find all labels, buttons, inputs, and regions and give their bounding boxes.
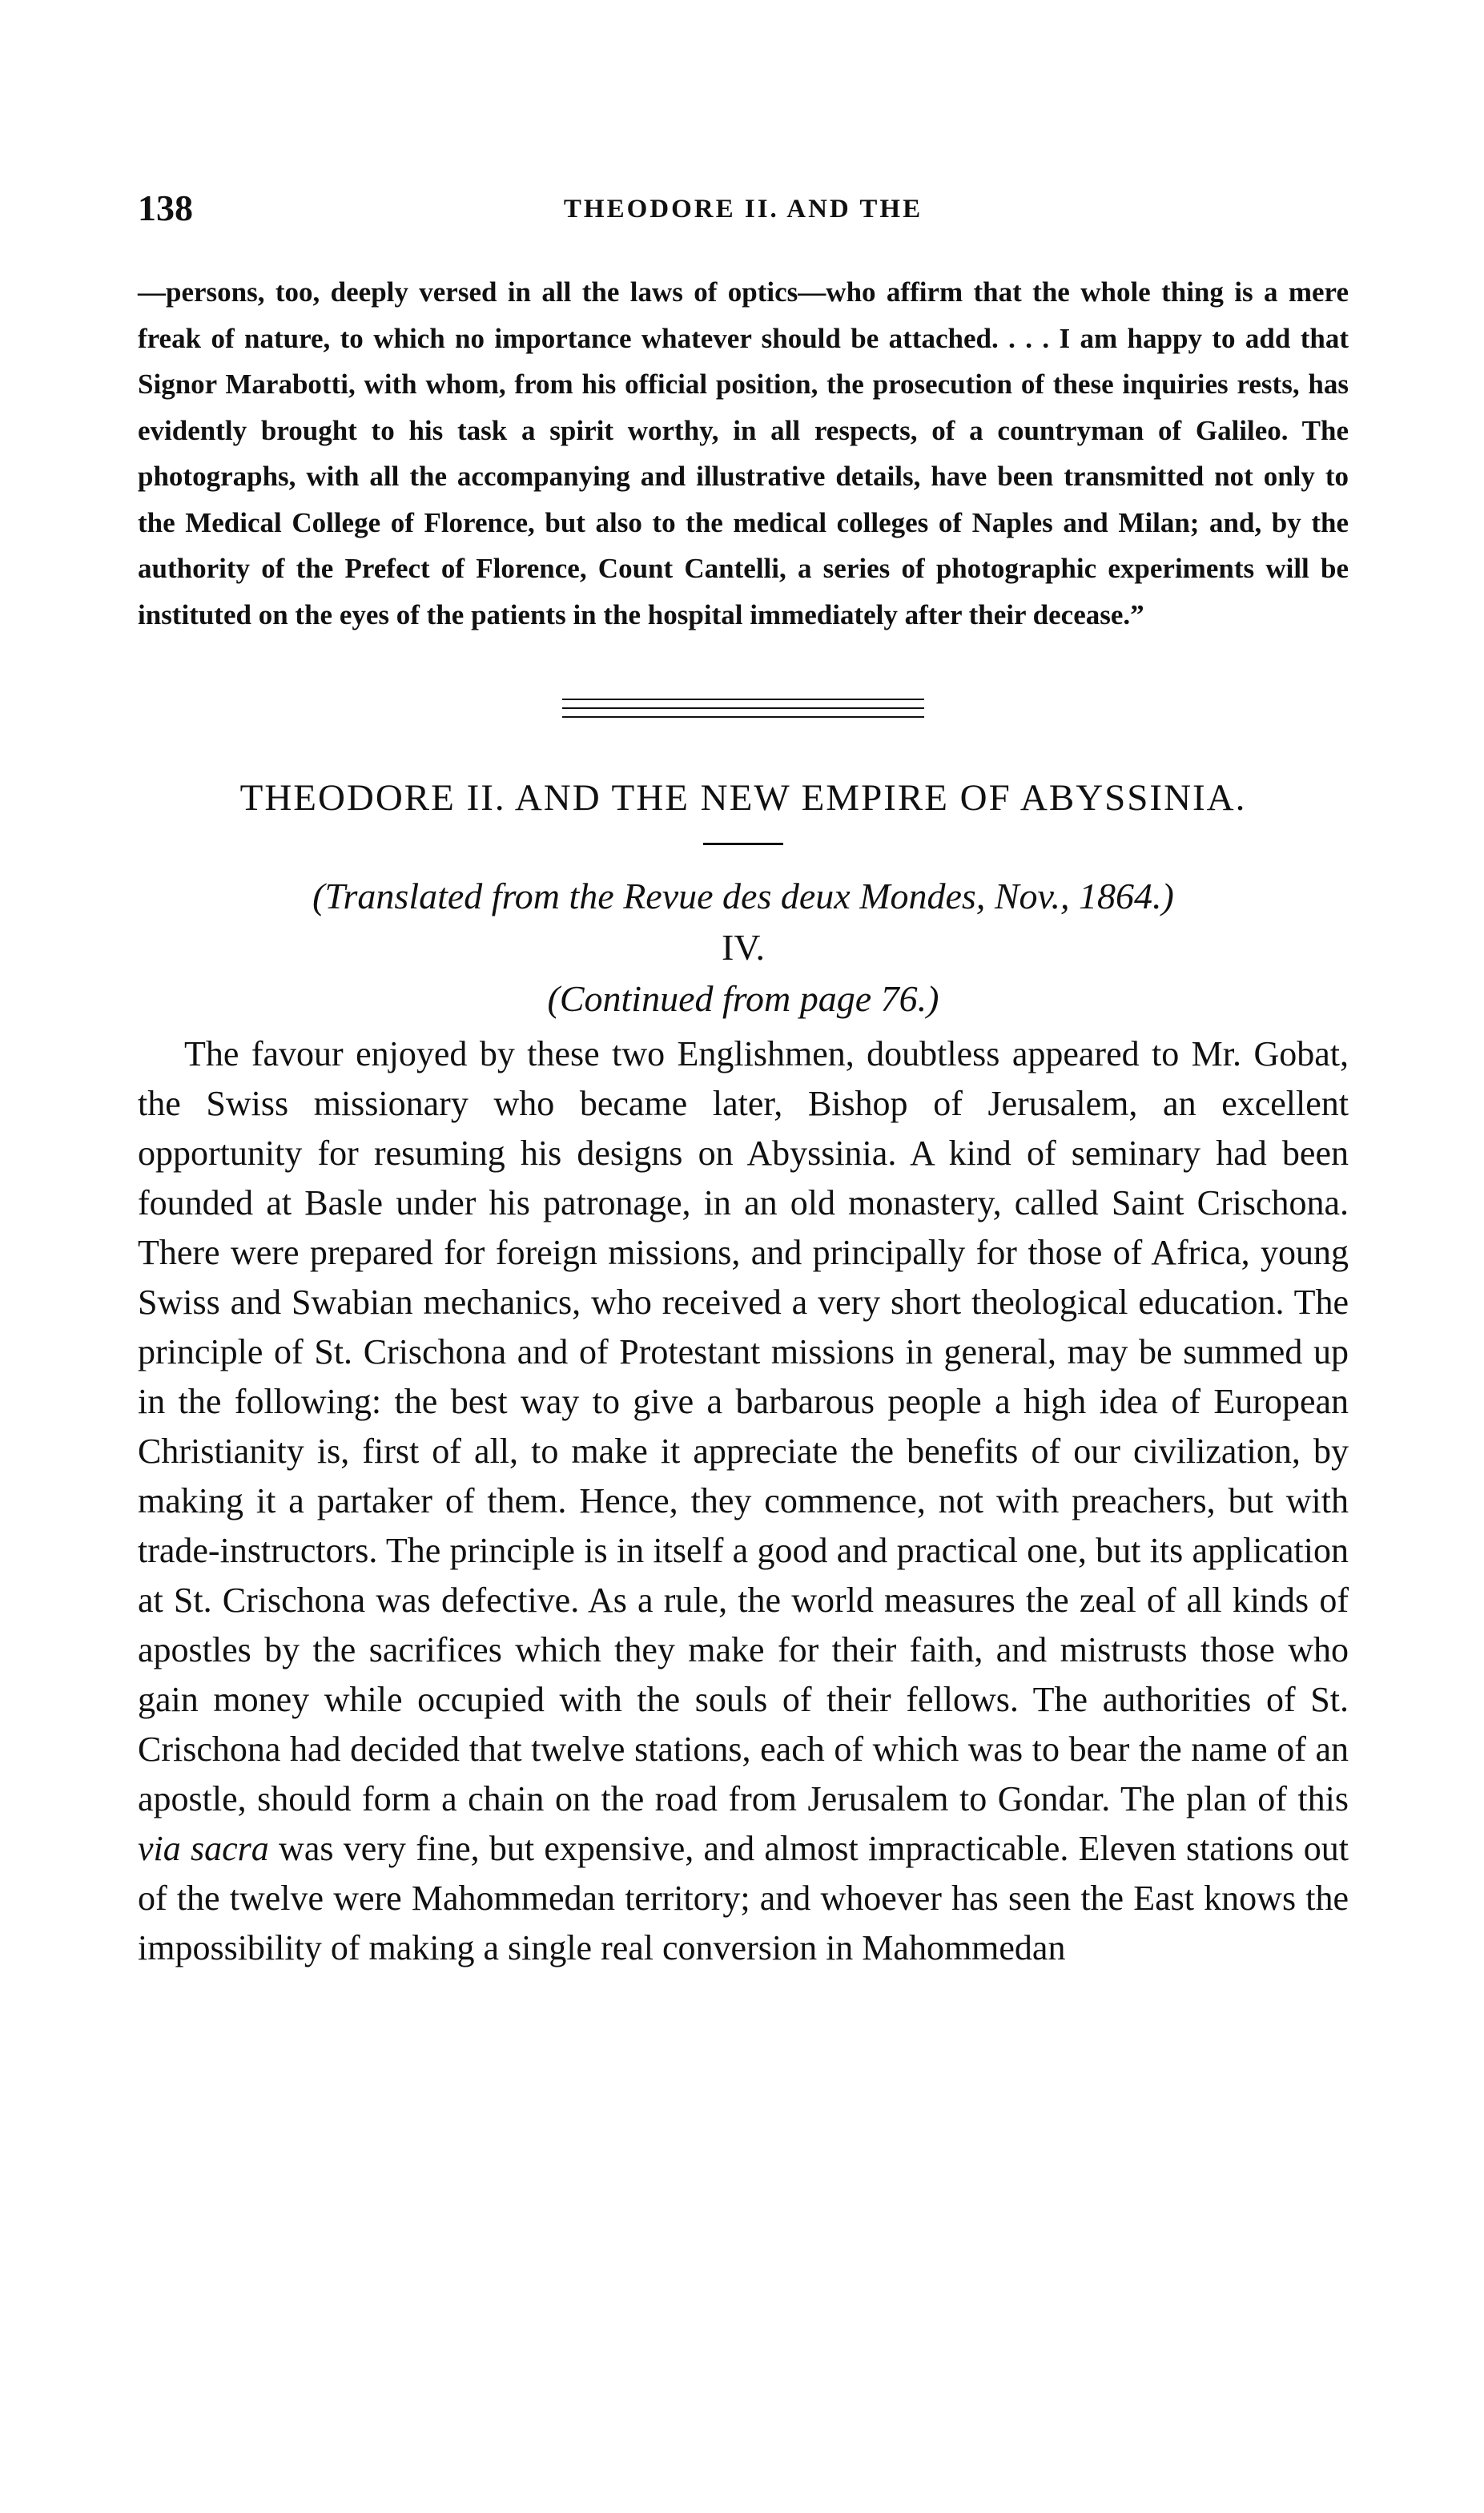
- article-title: THEODORE II. AND THE NEW EMPIRE OF ABYSSINIA.: [239, 777, 1247, 819]
- divider-line: [562, 716, 924, 718]
- quoted-paragraph: —persons, too, deeply versed in all the laws of optics—who affirm that the whole thing is a mere freak of nature, to which no importance whatever should be attached. . . . I am happy to add that Signor Marabotti, with whom, from his official position, the prosecution of these inquiries rests, has evidently brought to his task a spirit worthy, in all respects, of a countryman of Galileo. The photographs, with all the accompanying and illustrative details, have been transmitted not only to the Medical College of Florence, but also to the medical colleges of Naples and Milan; and, by the authority of the Prefect of Florence, Count Cantelli, a series of photographic experiments will be instituted on the eyes of the patients in the hospital immediately after their decease.”: [138, 276, 1349, 630]
- body-paragraph: [138, 1029, 1349, 1973]
- running-head: [138, 184, 1349, 240]
- article-body: [138, 1029, 1349, 1973]
- running-title: THEODORE II. AND THE: [563, 195, 923, 224]
- via-sacra-italic: via sacra: [138, 1829, 269, 1868]
- book-page: [138, 184, 1349, 1973]
- part-number: IV.: [721, 927, 766, 968]
- quoted-passage: [138, 269, 1349, 638]
- title-underline: [703, 843, 783, 845]
- body-text-part-2: was very fine, but expensive, and almost impracticable. Eleven stations out of the twelve were Mahommedan territory; and whoever has seen the East knows the impossibility of making a single real conversion in Mahommedan: [138, 1829, 1349, 1967]
- translation-note: (Translated from the Revue des deux Mondes, Nov., 1864.): [312, 876, 1174, 916]
- body-text-part-1: The favour enjoyed by these two Englishmen, doubtless appeared to Mr. Gobat, the Swiss missionary who became later, Bishop of Jerusalem, an excellent opportunity for resuming his designs on Abyssinia. A kind of seminary had been founded at Basle under his patronage, in an old monastery, called Saint Crischona. There were prepared for foreign missions, and principally for those of Africa, young Swiss and Swabian mechanics, who received a very short theological education. The principle of St. Crischona and of Protestant missions in general, may be summed up in the following: the best way to give a barbarous people a high idea of European Christianity is, first of all, to make it appreciate the benefits of our civilization, by making it a partaker of them. Hence, they commence, not with preachers, but with trade-instructors. The principle is in itself a good and practical one, but its application at St. Crischona was defective. As a rule, the world measures the zeal of all kinds of apostles by the sacrifices which they make for their faith, and mistrusts those who gain money while occupied with the souls of their fellows. The authorities of St. Crischona had decided that twelve stations, each of which was to bear the name of an apostle, should form a chain on the road from Jerusalem to Gondar. The plan of this: [138, 1034, 1349, 1818]
- divider-line: [562, 699, 924, 700]
- section-divider: [562, 699, 924, 718]
- divider-line: [562, 707, 924, 709]
- continued-note: (Continued from page 76.): [547, 978, 939, 1019]
- page-number: 138: [138, 187, 193, 228]
